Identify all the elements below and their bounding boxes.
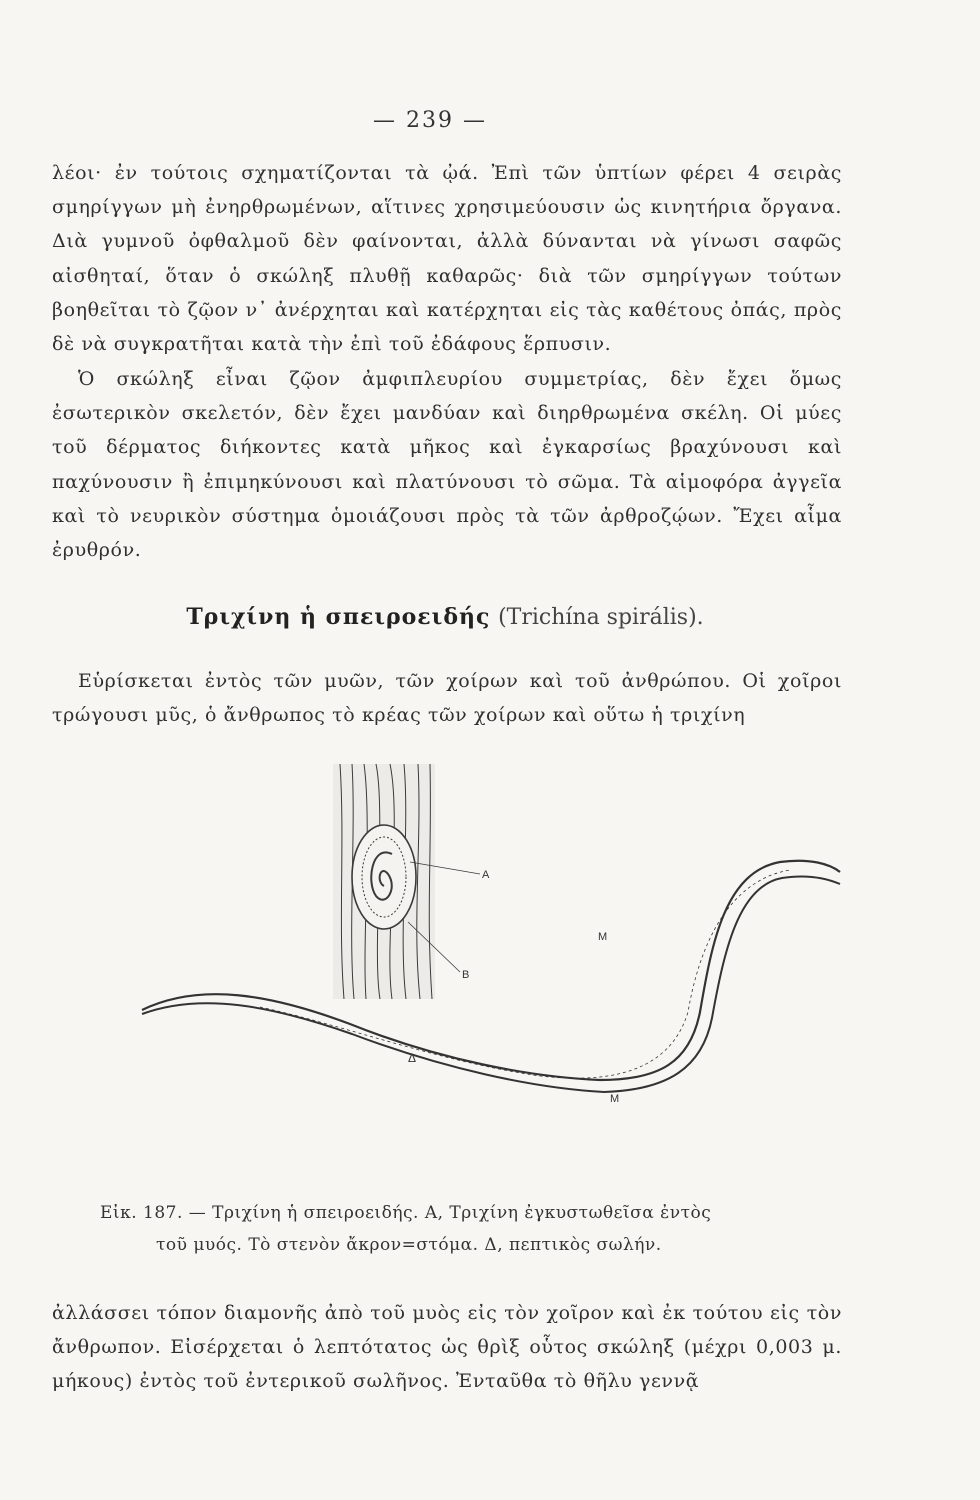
paragraph-body-4: ἀλλάσσει τόπον διαμονῆς ἀπὸ τοῦ μυὸς εἰς τὸν χοῖρον καὶ ἐκ τούτου εἰς τὸν ἄνθρωπον. Εἰσέρχεται ὁ λεπτότατος ὡς θρὶξ οὗτος σκώληξ (μέχρι 0,003 μ. μήκους) ἐντὸς τοῦ ἐντερικοῦ σωλῆνος. Ἐνταῦθα τὸ θῆλυ γεννᾷ [52,1302,842,1393]
caption-line-1: Εἰκ. 187. — Τριχίνη ἡ σπειροειδής. Α, Τριχίνη ἐγκυστωθεῖσα ἐντὸς [100,1203,712,1223]
figure-label-b: B [462,969,470,981]
figure-drawing [140,762,860,1105]
paragraph-body-2: Ὁ σκώληξ εἶναι ζῷον ἀμφιπλευρίου συμμετρίας, δὲν ἔχει ὅμως ἐσωτερικὸν σκελετόν, δὲν ἔχει μανδύαν καὶ διηρθρωμένα σκέλη. Οἱ μύες τοῦ δέρματος διήκοντες κατὰ μῆκος καὶ ἐγκαρσίως βραχύνουσι καὶ παχύνουσιν ἢ ἐπιμηκύνουσι καὶ πλατύνουσι τὸ σῶμα. Τὰ αἱμοφόρα ἀγγεῖα καὶ τὸ νευρικὸν σύστημα ὁμοιάζουσι πρὸς τὰ τῶν ἀρθροζῴων. Ἔχει αἷμα ἐρυθρόν. [52,368,842,562]
section-heading [0,604,890,630]
figure-label-delta: Δ [408,1051,417,1065]
page-number: — 239 — [373,108,487,133]
muscle-inset [333,764,480,999]
figure-label-a: A [482,869,490,881]
section-title-greek: Τριχίνη ἡ σπειροειδής [186,604,491,630]
worm-body [142,861,840,1092]
figure-label-m-top: M [598,931,608,943]
figure-label-m-bottom: M [610,1093,620,1105]
paragraph-body-3: Εὑρίσκεται ἐντὸς τῶν μυῶν, τῶν χοίρων καὶ τοῦ ἀνθρώπου. Οἱ χοῖροι τρώγουσι μῦς, ὁ ἄνθρωπος τὸ κρέας τῶν χοίρων καὶ οὕτω ἡ τριχίνη [52,670,842,727]
section-title-latin: (Trichína spirális). [498,605,704,630]
paragraph-body-1: λέοι· ἐν τούτοις σχηματίζονται τὰ ᾠά. Ἐπὶ τῶν ὑπτίων φέρει 4 σειρὰς σμηρίγγων μὴ ἐνηρθρωμένων, αἵτινες χρησιμεύουσιν ὡς κινητήρια ὄργανα. Διὰ γυμνοῦ ὀφθαλμοῦ δὲν φαίνονται, ἀλλὰ δύνανται νὰ γίνωσι σαφῶς αἰσθηταί, ὅταν ὁ σκώληξ πλυθῇ καθαρῶς· διὰ τῶν σμηρίγγων τούτων βοηθεῖται τὸ ζῷον ν᾽ ἀνέρχηται καὶ κατέρχηται εἰς τὰς καθέτους ὀπάς, πρὸς δὲ νὰ συγκρατῆται κατὰ τὴν ἐπὶ τοῦ ἐδάφους ἕρπυσιν. [52,162,842,356]
caption-line-2: τοῦ μυός. Τὸ στενὸν ἄκρον=στόμα. Δ, πεπτικὸς σωλήν. [156,1235,662,1255]
trichina-illustration [140,762,860,1105]
figure-caption [100,1197,790,1261]
